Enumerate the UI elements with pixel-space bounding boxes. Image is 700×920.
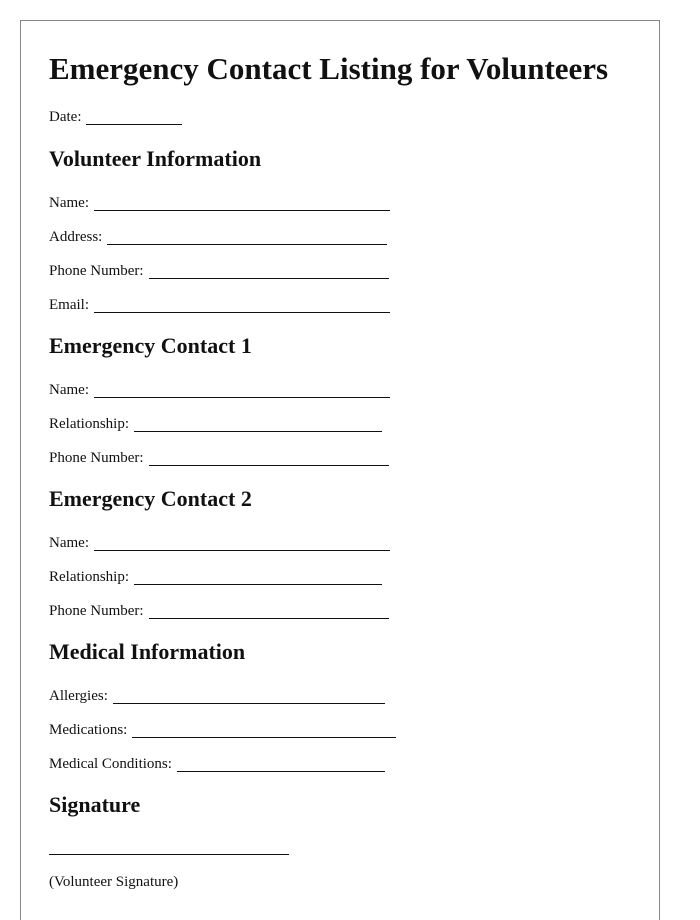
volunteer-address-label: Address: — [49, 229, 103, 245]
emergency-contact-1-heading: Emergency Contact 1 — [49, 333, 252, 358]
signature-heading: Signature — [49, 792, 141, 817]
allergies-row — [49, 686, 385, 706]
form-page — [20, 20, 660, 920]
contact1-relationship-row — [49, 414, 382, 434]
volunteer-address-field[interactable] — [107, 227, 387, 245]
contact2-name-field[interactable] — [94, 533, 390, 551]
contact1-name-row — [49, 380, 390, 400]
volunteer-name-field[interactable] — [94, 193, 390, 211]
medical-info-heading: Medical Information — [49, 639, 246, 664]
contact2-phone-label: Phone Number: — [49, 603, 144, 619]
medications-row — [49, 720, 396, 740]
contact1-phone-row — [49, 448, 389, 468]
contact2-name-label: Name: — [49, 535, 89, 551]
date-field[interactable] — [86, 107, 182, 125]
date-row — [49, 107, 182, 127]
volunteer-email-row — [49, 295, 390, 315]
contact2-phone-row — [49, 601, 389, 621]
page-title: Emergency Contact Listing for Volunteers — [49, 51, 609, 86]
contact1-name-field[interactable] — [94, 380, 390, 398]
contact2-relationship-label: Relationship: — [49, 569, 129, 585]
medications-field[interactable] — [132, 720, 396, 738]
volunteer-email-label: Email: — [49, 297, 89, 313]
contact1-phone-field[interactable] — [149, 448, 389, 466]
medications-label: Medications: — [49, 722, 128, 738]
volunteer-address-row — [49, 227, 387, 247]
date-label: Date: — [49, 109, 82, 125]
volunteer-phone-field[interactable] — [149, 261, 389, 279]
contact1-name-label: Name: — [49, 382, 89, 398]
allergies-label: Allergies: — [49, 688, 108, 704]
medical-conditions-label: Medical Conditions: — [49, 756, 172, 772]
volunteer-info-heading: Volunteer Information — [49, 146, 262, 171]
medical-conditions-row — [49, 754, 385, 774]
volunteer-name-label: Name: — [49, 195, 89, 211]
contact1-phone-label: Phone Number: — [49, 450, 144, 466]
signature-caption: (Volunteer Signature) — [49, 874, 179, 890]
allergies-field[interactable] — [113, 686, 385, 704]
contact2-name-row — [49, 533, 390, 553]
volunteer-name-row — [49, 193, 390, 213]
contact2-relationship-row — [49, 567, 382, 587]
medical-conditions-field[interactable] — [177, 754, 385, 772]
contact1-relationship-field[interactable] — [134, 414, 382, 432]
contact2-phone-field[interactable] — [149, 601, 389, 619]
emergency-contact-2-heading: Emergency Contact 2 — [49, 486, 252, 511]
volunteer-phone-row — [49, 261, 389, 281]
signature-field[interactable] — [49, 854, 289, 855]
contact2-relationship-field[interactable] — [134, 567, 382, 585]
volunteer-email-field[interactable] — [94, 295, 390, 313]
contact1-relationship-label: Relationship: — [49, 416, 129, 432]
volunteer-phone-label: Phone Number: — [49, 263, 144, 279]
